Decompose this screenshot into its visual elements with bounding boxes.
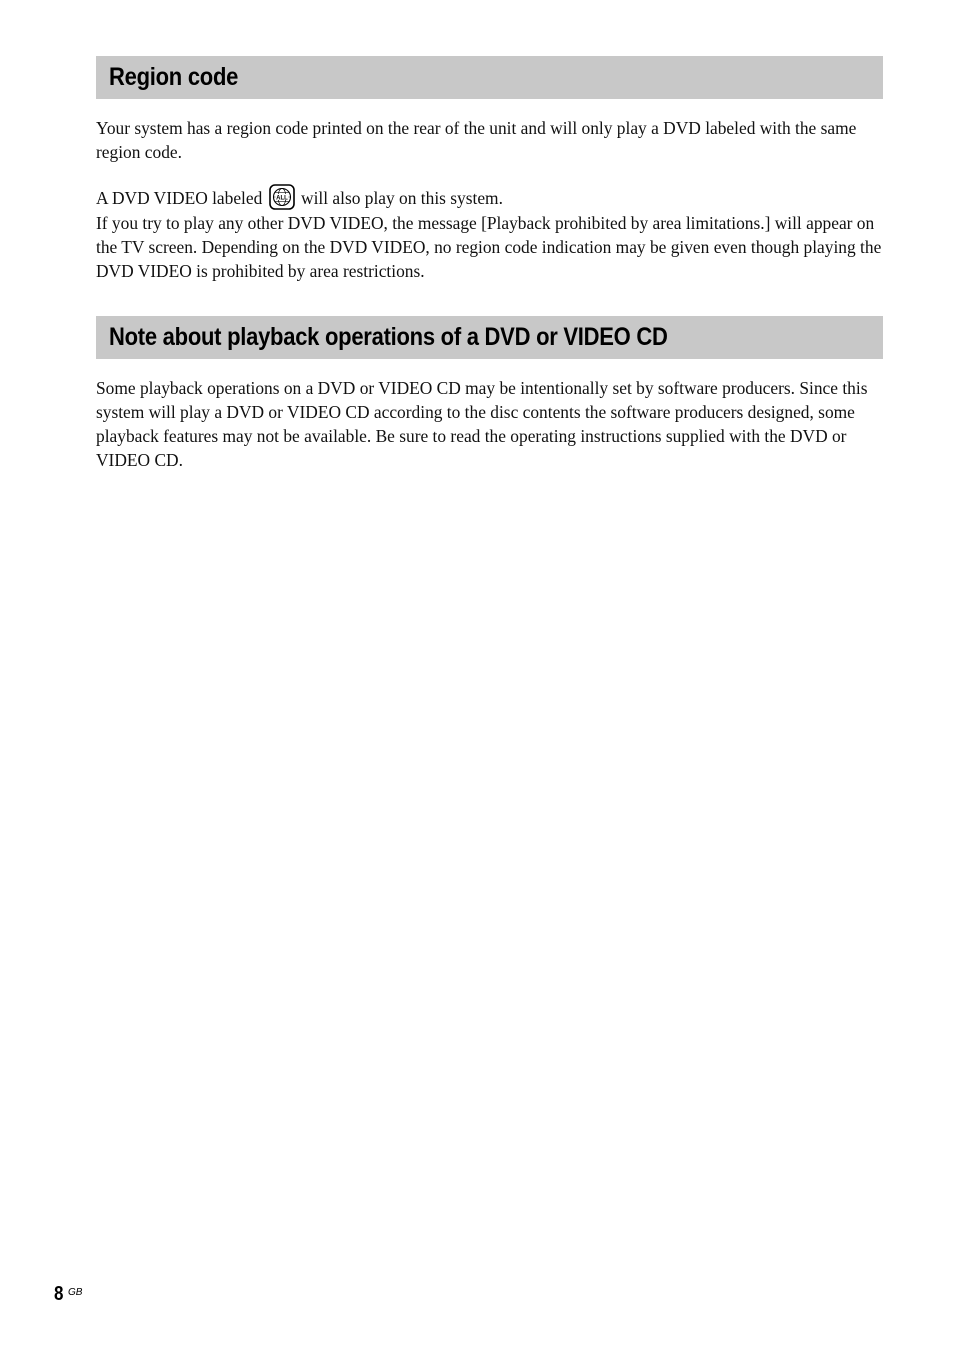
playback-note-paragraph: Some playback operations on a DVD or VIDEO CD may be intentionally set by software producers. Since this system will play a DVD or VIDEO CD according to the disc contents the software producers designed, some playback features may not be available. Be sure to read the operating instructions supplied with the DVD or VIDEO CD. <box>96 378 868 470</box>
logo-line-after: will also play on this system. <box>296 188 503 208</box>
logo-line-before: A DVD VIDEO labeled <box>96 188 267 208</box>
section-header-playback-note <box>96 316 883 359</box>
section-title: Region code <box>109 63 239 91</box>
page-language-suffix: GB <box>68 1287 83 1298</box>
region-all-logo-line <box>96 184 886 210</box>
region-code-paragraph: Your system has a region code printed on the rear of the unit and will only play a DVD labeled with the same region code. <box>96 118 857 162</box>
region-logo-text: ALL <box>275 195 288 202</box>
page-number: 8 <box>54 1283 64 1305</box>
section-title: Note about playback operations of a DVD or VIDEO CD <box>109 323 668 351</box>
section-header-region-code <box>96 56 883 99</box>
region-all-globe-icon <box>269 184 295 210</box>
region-prohibited-paragraph: If you try to play any other DVD VIDEO, the message [Playback prohibited by area limitations.] will appear on the TV screen. Depending on the DVD VIDEO, no region code indication may be given even though playing the DVD VIDEO is prohibited by area restrictions. <box>96 213 882 281</box>
